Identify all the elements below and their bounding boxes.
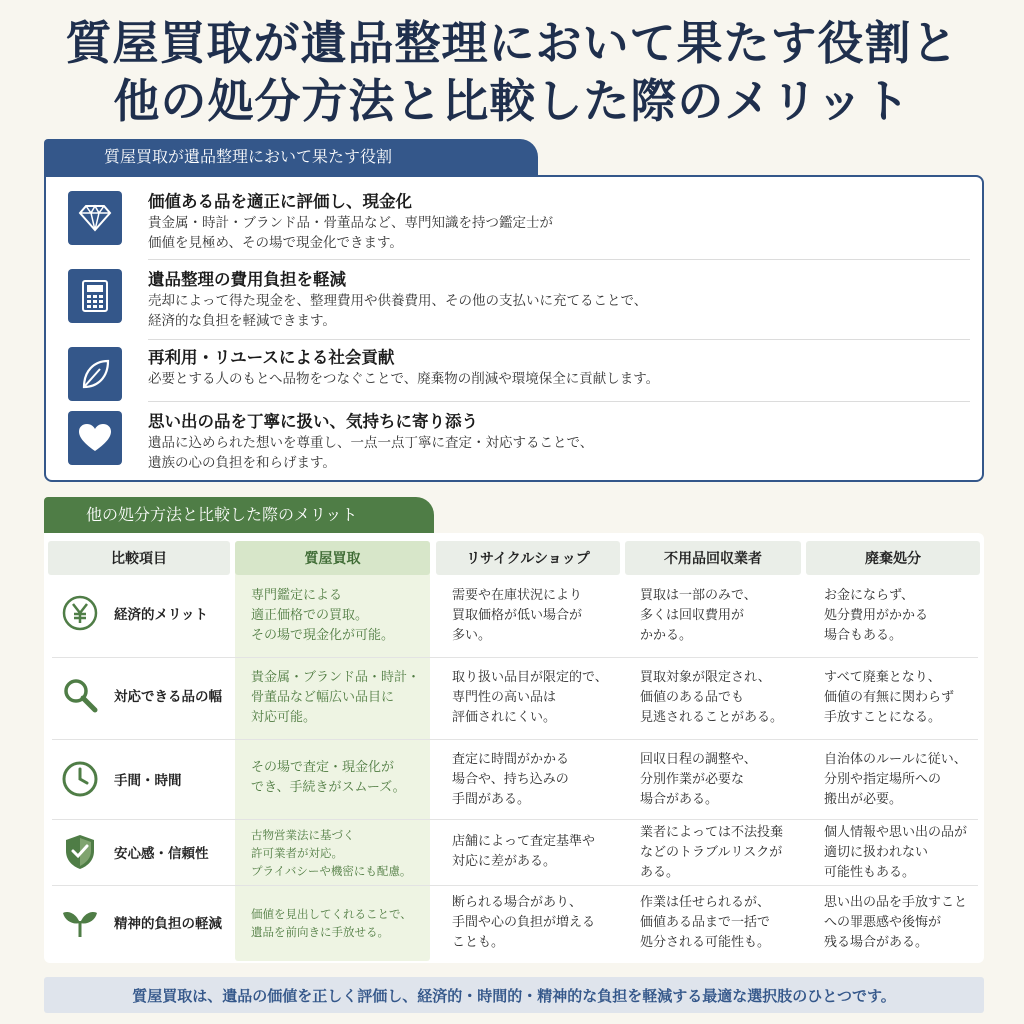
cell-line: 処分費用がかかる [824, 608, 929, 623]
cell-line: その場で査定・現金化が [251, 760, 395, 775]
column-header: 廃棄処分 [806, 541, 980, 575]
role-title: 価値ある品を適正に評価し、現金化 [148, 192, 412, 211]
cell-line: 可能性もある。 [824, 865, 916, 880]
table-cell [824, 586, 928, 646]
role-description: 売却によって得た現金を、整理費用や供養費用、その他の支払いに充てることで、 [148, 293, 648, 309]
cell-line: 残る場合がある。 [824, 935, 929, 950]
divider [148, 259, 970, 260]
cell-line: 価値を見出してくれることで、 [251, 907, 412, 921]
table-cell [251, 758, 406, 798]
cell-line: 見逃されることがある。 [640, 710, 784, 725]
cell-line: 価値の有無に関わらず [824, 690, 955, 705]
table-cell [824, 750, 967, 810]
role-description: 価値を見極め、その場で現金化できます。 [148, 235, 403, 251]
role-title: 思い出の品を丁寧に扱い、気持ちに寄り添う [148, 412, 478, 431]
table-row-label [52, 593, 228, 633]
role-description: 遺族の心の負担を和らげます。 [148, 455, 336, 471]
table-cell [640, 586, 757, 646]
shield-icon [60, 832, 100, 872]
cell-line: 手間や心の負担が増える [452, 915, 596, 930]
cell-line: 処分される可能性も。 [640, 935, 771, 950]
cell-line: 適正価格での買取。 [251, 608, 369, 623]
cell-line: すべて廃棄となり、 [824, 670, 941, 685]
leaf-icon [68, 347, 122, 401]
role-title: 遺品整理の費用負担を軽減 [148, 270, 346, 289]
diamond-icon [68, 191, 122, 245]
cell-line: 買取対象が限定され、 [640, 670, 771, 685]
cell-line: 貴金属・ブランド品・時計・ [251, 670, 421, 685]
sprout-icon [60, 902, 100, 942]
table-row-label [52, 759, 228, 799]
cell-line: 個人情報や思い出の品が [824, 825, 968, 840]
title-line-1: 質屋買取が遺品整理において果たす役割と [65, 16, 959, 70]
cell-line: 多くは回収費用が [640, 608, 745, 623]
cell-line: 分別作業が必要な [640, 772, 745, 787]
table-cell [640, 893, 770, 953]
cell-line: 搬出が必要。 [824, 792, 903, 807]
row-divider [52, 657, 978, 658]
yen-icon [60, 593, 100, 633]
row-divider [52, 819, 978, 820]
column-header: 不用品回収業者 [625, 541, 801, 575]
roles-panel [44, 175, 984, 482]
cell-line: 回収日程の調整や、 [640, 752, 757, 767]
cell-line: 手間がある。 [452, 792, 531, 807]
cell-line: 価値のある品でも [640, 690, 745, 705]
row-divider [52, 739, 978, 740]
cell-line: 専門鑑定による [251, 588, 343, 603]
cell-line: 断られる場合があり、 [452, 895, 583, 910]
row-label: 経済的メリット [114, 607, 208, 623]
cell-line: 手放すことになる。 [824, 710, 942, 725]
table-cell [640, 668, 783, 728]
cell-line: ことも。 [452, 935, 505, 950]
table-row-label [52, 832, 228, 872]
table-cell [824, 823, 967, 883]
column-header-highlight: 質屋買取 [235, 541, 430, 575]
column-header: 比較項目 [48, 541, 230, 575]
table-cell [452, 893, 595, 953]
cell-line: お金にならず、 [824, 588, 914, 603]
clock-icon [60, 759, 100, 799]
cell-line: への罪悪感や後悔が [824, 915, 942, 930]
role-description: 必要とする人のもとへ品物をつなぐことで、廃棄物の削減や環境保全に貢献します。 [148, 371, 660, 387]
divider [148, 401, 970, 402]
cell-line: かかる。 [640, 628, 693, 643]
cell-line: 作業は任せられるが、 [640, 895, 771, 910]
row-label: 精神的負担の軽減 [114, 916, 222, 932]
role-description: 経済的な負担を軽減できます。 [148, 313, 336, 329]
cell-line: 店舗によって査定基準や [452, 834, 596, 849]
cell-line: 価値ある品まで一括で [640, 915, 771, 930]
role-description: 貴金属・時計・ブランド品・骨董品など、専門知識を持つ鑑定士が [148, 215, 553, 231]
search-icon [60, 675, 100, 715]
cell-line: 評価されにくい。 [452, 710, 557, 725]
column-header: リサイクルショップ [436, 541, 620, 575]
summary-footer: 質屋買取は、遺品の価値を正しく評価し、経済的・時間的・精神的な負担を軽減する最適な選択肢のひとつです。 [44, 977, 984, 1013]
row-divider [52, 885, 978, 886]
roles-heading: 質屋買取が遺品整理において果たす役割 [44, 139, 538, 175]
cell-line: 取り扱い品目が限定的で、 [452, 670, 608, 685]
role-description: 遺品に込められた想いを尊重し、一点一点丁寧に査定・対応することで、 [148, 435, 594, 451]
cell-line: 査定に時間がかかる [452, 752, 570, 767]
cell-line: 業者によっては不法投棄 [640, 825, 784, 840]
table-cell [824, 893, 967, 953]
cell-line: 場合もある。 [824, 628, 903, 643]
cell-line: 自治体のルールに従い、 [824, 752, 967, 767]
cell-line: 買取は一部のみで、 [640, 588, 757, 603]
cell-line: 多い。 [452, 628, 492, 643]
cell-line: などのトラブルリスクが [640, 845, 783, 860]
role-title: 再利用・リユースによる社会貢献 [148, 348, 395, 367]
table-row-label [52, 902, 228, 942]
row-label: 手間・時間 [114, 773, 182, 789]
cell-line: プライバシーや機密にも配慮。 [251, 864, 412, 878]
cell-line: 対応可能。 [251, 710, 317, 725]
divider [148, 339, 970, 340]
table-cell [251, 586, 394, 646]
cell-line: ある。 [640, 865, 680, 880]
table-cell [452, 586, 582, 646]
cell-line: 適切に扱われない [824, 845, 929, 860]
table-cell [824, 668, 954, 728]
comparison-heading: 他の処分方法と比較した際のメリット [44, 497, 434, 533]
comparison-table [44, 533, 984, 963]
table-cell [452, 668, 608, 728]
cell-line: その場で現金化が可能。 [251, 628, 395, 643]
table-cell [640, 823, 783, 883]
cell-line: 許可業者が対応。 [251, 846, 343, 860]
cell-line: 買取価格が低い場合が [452, 608, 583, 623]
table-cell [251, 905, 412, 941]
row-label: 対応できる品の幅 [114, 689, 222, 705]
cell-line: 専門性の高い品は [452, 690, 557, 705]
table-cell [452, 750, 569, 810]
cell-line: 遺品を前向きに手放せる。 [251, 925, 389, 939]
cell-line: 対応に差がある。 [452, 854, 557, 869]
table-cell [452, 832, 595, 872]
row-label: 安心感・信頼性 [114, 846, 209, 862]
cell-line: 思い出の品を手放すこと [824, 895, 968, 910]
table-row-label [52, 675, 228, 715]
table-cell [251, 826, 411, 880]
cell-line: 場合や、持ち込みの [452, 772, 569, 787]
table-cell [251, 668, 420, 728]
cell-line: 分別や指定場所への [824, 772, 942, 787]
cell-line: 古物営業法に基づく [251, 828, 355, 842]
cell-line: でき、手続きがスムーズ。 [251, 780, 406, 795]
title-line-2: 他の処分方法と比較した際のメリット [113, 74, 911, 128]
calculator-icon [68, 269, 122, 323]
cell-line: 骨董品など幅広い品目に [251, 690, 395, 705]
cell-line: 需要や在庫状況により [452, 588, 583, 603]
heart-icon [68, 411, 122, 465]
page-title [0, 14, 1024, 130]
table-cell [640, 750, 757, 810]
cell-line: 場合がある。 [640, 792, 719, 807]
